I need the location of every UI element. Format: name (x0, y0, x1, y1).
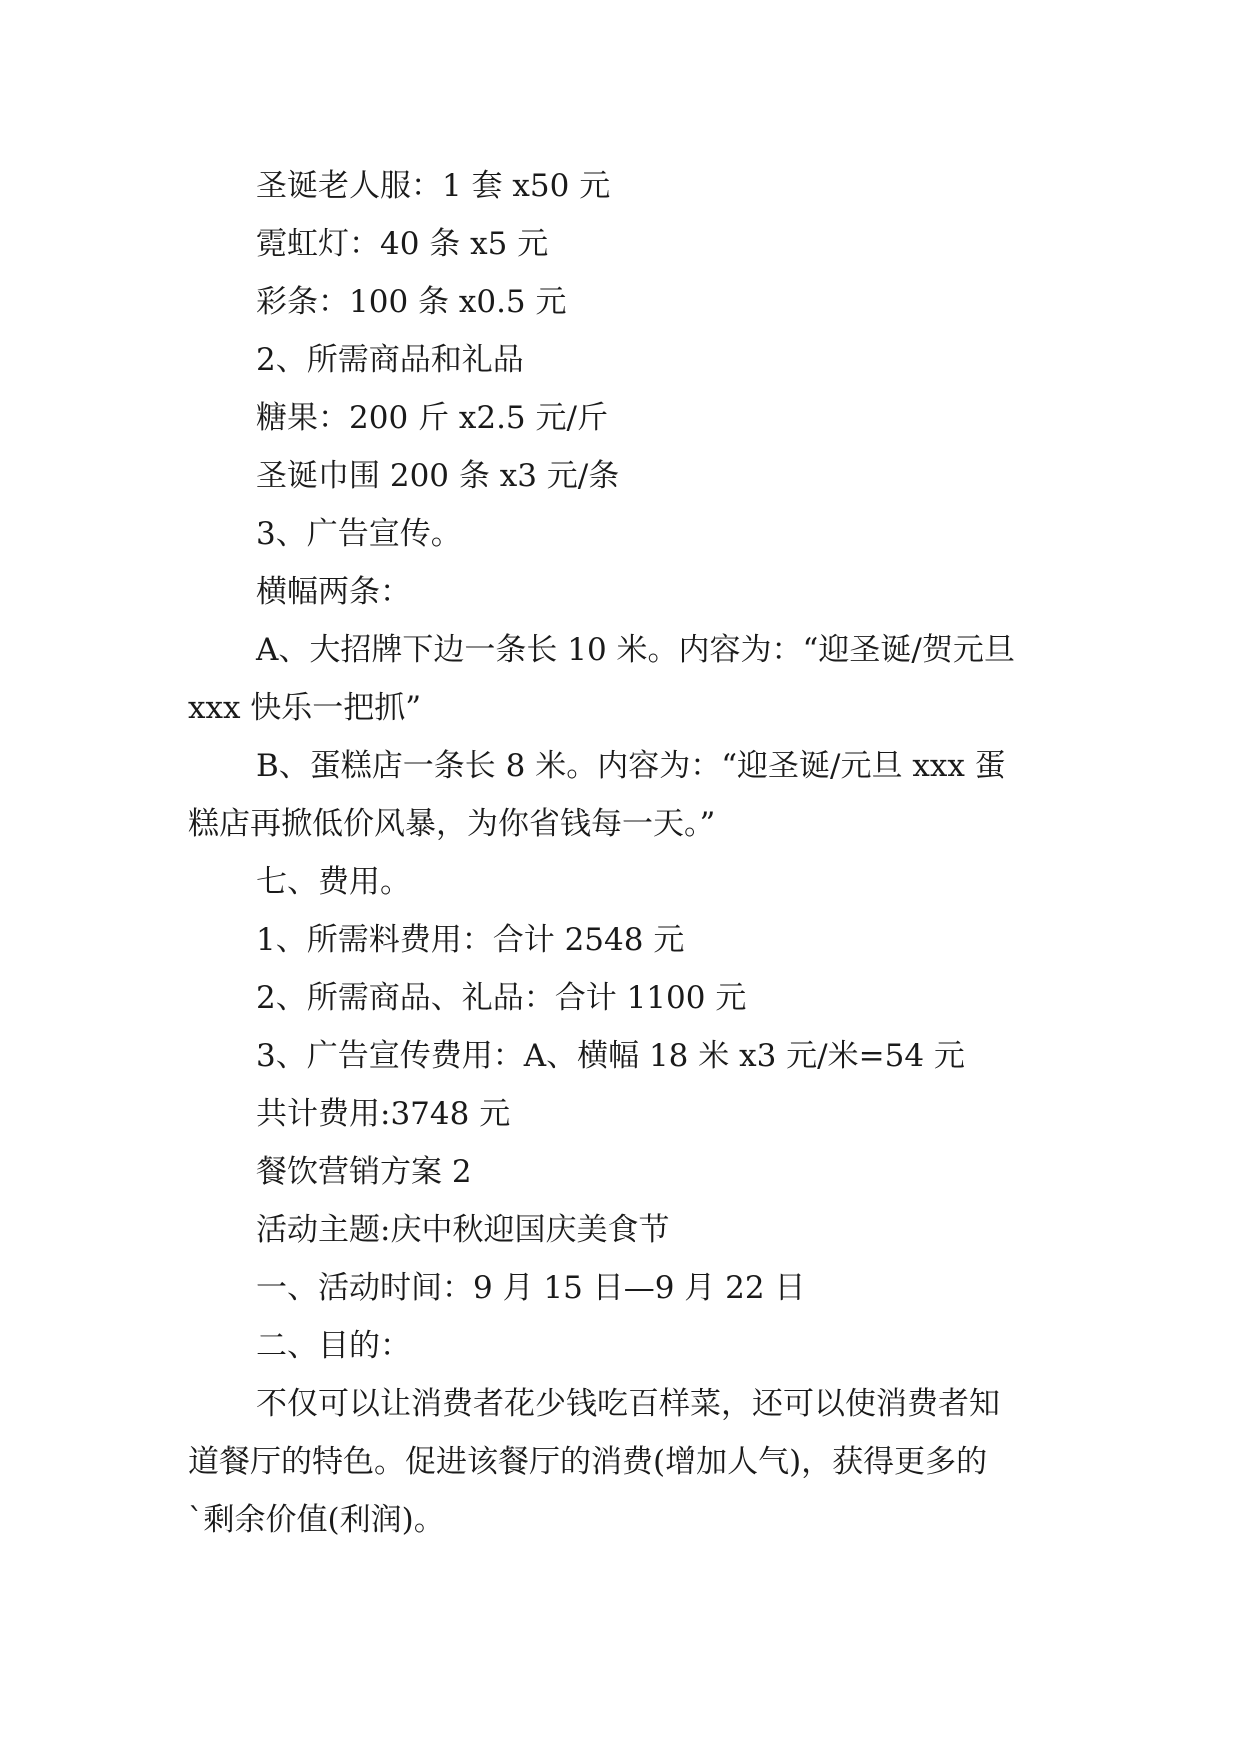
paragraph-ribbons: 彩条：100 条 x0.5 元 (256, 284, 567, 320)
paragraph-goods-cost: 2、所需商品、礼品：合计 1100 元 (256, 980, 747, 1016)
section-purpose: 二、目的： (256, 1328, 411, 1364)
section-advertising: 3、广告宣传。 (256, 516, 462, 552)
section-activity-time: 一、活动时间：9 月 15 日—9 月 22 日 (256, 1270, 806, 1306)
paragraph-banner-a: A、大招牌下边一条长 10 米。内容为：“迎圣诞/贺元旦 (256, 632, 1015, 668)
paragraph-total-cost: 共计费用:3748 元 (256, 1096, 511, 1132)
paragraph-candy: 糖果：200 斤 x2.5 元/斤 (256, 400, 608, 436)
paragraph-ad-cost: 3、广告宣传费用：A、横幅 18 米 x3 元/米=54 元 (256, 1038, 965, 1074)
paragraph-purpose-cont-1: 道餐厅的特色。促进该餐厅的消费(增加人气)，获得更多的 (188, 1444, 988, 1480)
paragraph-theme: 活动主题:庆中秋迎国庆美食节 (256, 1212, 670, 1248)
paragraph-christmas-bib: 圣诞巾围 200 条 x3 元/条 (256, 458, 620, 494)
paragraph-neon-lights: 霓虹灯：40 条 x5 元 (256, 226, 549, 262)
heading-plan-2: 餐饮营销方案 2 (256, 1154, 472, 1190)
paragraph-banner-a-cont: xxx 快乐一把抓” (188, 690, 422, 726)
section-costs: 七、费用。 (256, 864, 411, 900)
paragraph-banner-b: B、蛋糕店一条长 8 米。内容为：“迎圣诞/元旦 xxx 蛋 (256, 748, 1006, 784)
paragraph-banner-b-cont: 糕店再掀低价风暴，为你省钱每一天。” (188, 806, 716, 842)
paragraph-banners: 横幅两条： (256, 574, 411, 610)
paragraph-material-cost: 1、所需料费用：合计 2548 元 (256, 922, 685, 958)
section-goods-gifts: 2、所需商品和礼品 (256, 342, 524, 378)
paragraph-santa-costume: 圣诞老人服：1 套 x50 元 (256, 168, 611, 204)
paragraph-purpose-cont-2: `剩余价值(利润)。 (188, 1502, 445, 1538)
paragraph-purpose: 不仅可以让消费者花少钱吃百样菜，还可以使消费者知 (256, 1386, 1000, 1422)
